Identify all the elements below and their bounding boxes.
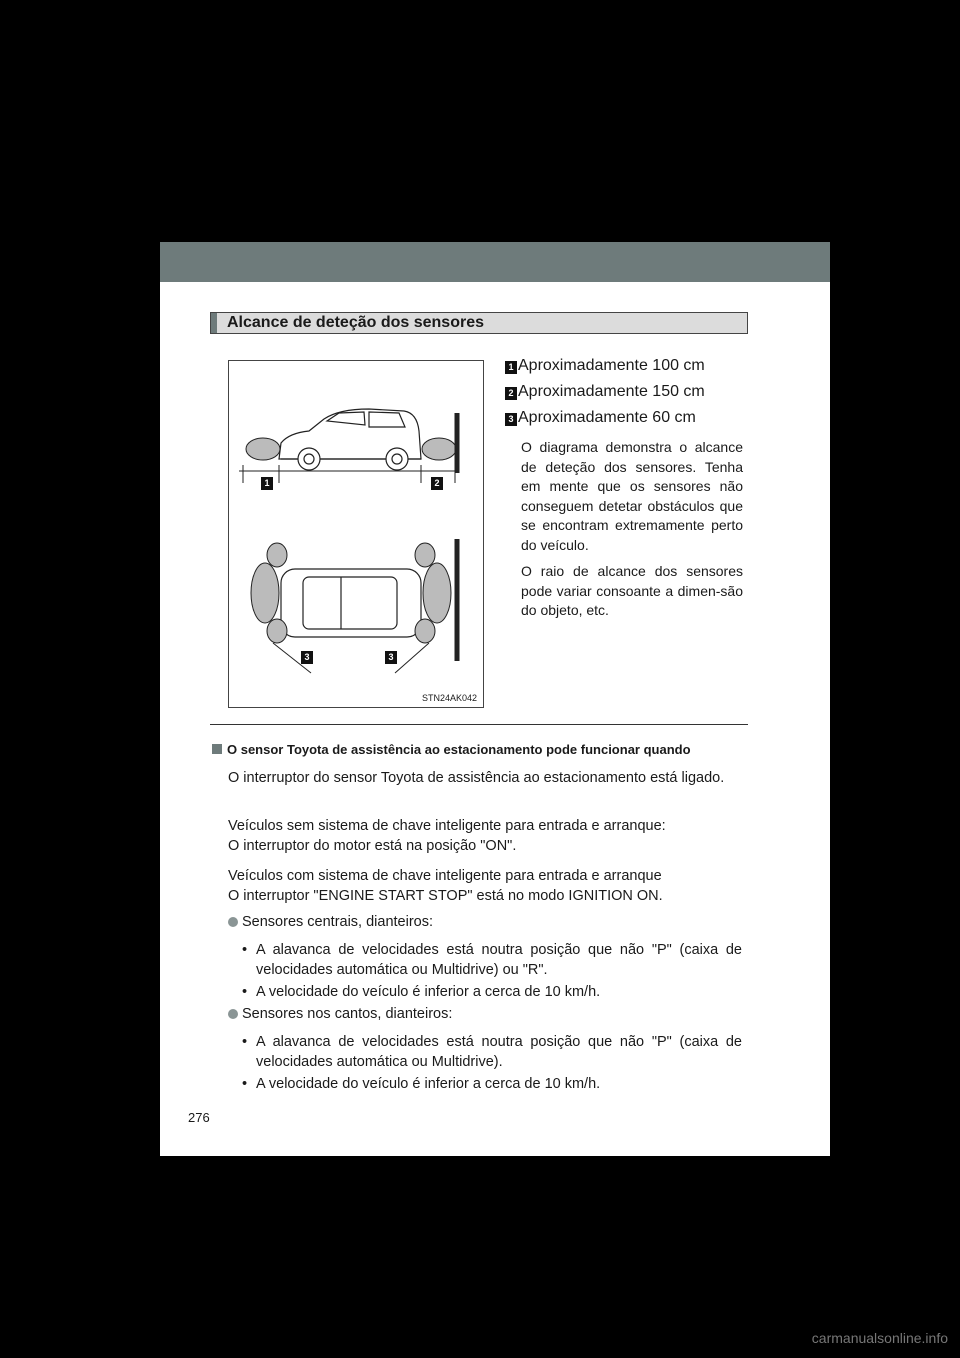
- top-right-sensor-zone: [423, 563, 451, 623]
- heading-square-icon: [212, 744, 222, 754]
- figure-note-1: O diagrama demonstra o alcance de deteção dos sensores. Tenha em mente que os sensores não conseguem detetar obstáculos que se encontram extremamente perto do veículo.: [521, 439, 743, 553]
- legend-label: Aproximadamente 60 cm: [518, 409, 696, 426]
- section-title-box: [210, 312, 748, 334]
- section-title: Alcance de deteção dos sensores: [227, 314, 484, 331]
- diagram-illustration: [229, 361, 485, 709]
- paragraph: O interruptor "ENGINE START STOP" está no modo IGNITION ON.: [228, 888, 663, 904]
- divider: [210, 724, 748, 725]
- page-number: 276: [188, 1110, 210, 1125]
- legend-num: 1: [505, 361, 517, 374]
- top-view-car: [281, 569, 421, 637]
- group-title: Sensores centrais, dianteiros:: [228, 914, 433, 930]
- group-title: Sensores nos cantos, dianteiros:: [228, 1006, 452, 1022]
- watermark: carmanualsonline.info: [811, 1330, 948, 1346]
- legend: [505, 356, 755, 434]
- header-bar: [160, 242, 830, 282]
- callout-1: 1: [261, 477, 273, 490]
- legend-num: 2: [505, 387, 517, 400]
- legend-item: [505, 408, 755, 434]
- legend-label: Aproximadamente 150 cm: [518, 383, 705, 400]
- paragraph: Veículos com sistema de chave inteligente para entrada e arranque: [228, 868, 662, 884]
- callout-3-right: 3: [385, 651, 397, 664]
- sensor-range-diagram: [228, 360, 484, 708]
- paragraph: O interruptor do sensor Toyota de assistência ao estacionamento está ligado.: [228, 770, 725, 786]
- side-view-car: [279, 409, 421, 470]
- heading-text: O sensor Toyota de assistência ao estacionamento pode funcionar quando: [227, 742, 691, 757]
- subsection-heading: [212, 742, 691, 757]
- legend-item: [505, 382, 755, 408]
- figure-note-2: O raio de alcance dos sensores pode variar consoante a dimen-são do objeto, etc.: [521, 563, 743, 618]
- bullet-circle-icon: [228, 917, 238, 927]
- side-front-sensor-zone: [246, 438, 280, 460]
- figure-code: STN24AK042: [421, 693, 477, 703]
- callout-2: 2: [431, 477, 443, 490]
- side-rear-sensor-zone: [422, 438, 456, 460]
- top-left-sensor-zone: [251, 563, 279, 623]
- legend-item: [505, 356, 755, 382]
- paragraph: O interruptor do motor está na posição "ON".: [228, 838, 517, 854]
- legend-label: Aproximadamente 100 cm: [518, 357, 705, 374]
- manual-page: Alcance de deteção dos sensores 1 2 3 3 STN24AK042 1 Aproximadamente 100 cm 2 Aproximadamente 150 cm 3 Aproximadamente 60 cm O diagrama demonstra o alcance de deteção dos sensores. Tenha em mente que os sensores não conseguem detetar obstáculos que se encontram extremamente perto do veículo. O raio de alcance dos sensores pode variar consoante a dimen-são do objeto, etc. O sensor Toyota de assistência ao estacionamento pode funcionar quando O interruptor do sensor Toyota de assistência ao estacionamento está ligado. Veículos sem sistema de chave inteligente para entrada e arranque: O interruptor do motor está na posição "ON". Veículos com sistema de chave inteligente para entrada e arranque O interruptor "ENGINE START STOP" está no modo IGNITION ON. Sensores centrais, dianteiros: • A alavanca de velocidades está noutra posição que não "P" (caixa de velocidades automática ou Multidrive) ou "R". • A velocidade do veículo é inferior a cerca de 10 km/h. Sensores nos cantos, dianteiros: • A alavanca de velocidades está noutra posição que não "P" (caixa de velocidades automática ou Multidrive). • A velocidade do veículo é inferior a cerca de 10 km/h. 276: [160, 242, 830, 1156]
- section-title-marker: [211, 313, 217, 333]
- bullet-circle-icon: [228, 1009, 238, 1019]
- legend-num: 3: [505, 413, 517, 426]
- callout-3-left: 3: [301, 651, 313, 664]
- paragraph: Veículos sem sistema de chave inteligente para entrada e arranque:: [228, 818, 666, 834]
